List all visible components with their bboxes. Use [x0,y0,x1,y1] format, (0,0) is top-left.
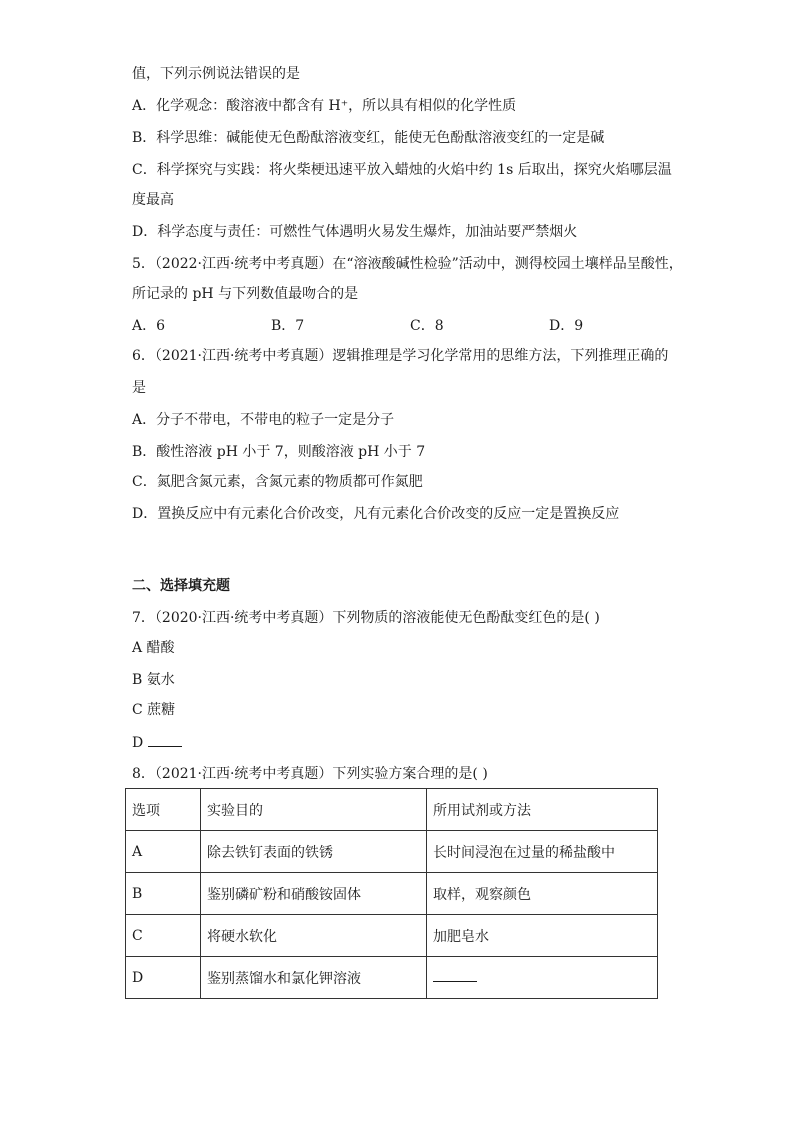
q5-option-a: A．6 [132,318,166,334]
q6-stem-cont: 是 [132,380,146,396]
q5-option-c: C．8 [410,318,444,334]
q8-stem: 8．（2021·江西·统考中考真题）下列实验方案合理的是( ) [132,766,488,782]
q6-stem: 6．（2021·江西·统考中考真题）逻辑推理是学习化学常用的思维方法，下列推理正确的 [132,348,669,364]
table-header-cell: 所用试剂或方法 [427,789,658,831]
q8-table [125,788,658,999]
table-cell: 长时间浸泡在过量的稀盐酸中 [427,831,658,873]
table-cell: B [126,873,201,915]
q6-option-d: D．置换反应中有元素化合价改变，凡有元素化合价改变的反应一定是置换反应 [132,506,620,522]
answer-blank [148,732,182,747]
q5-option-d: D．9 [549,318,584,334]
table-cell: 鉴别磷矿粉和硝酸铵固体 [201,873,427,915]
table-cell: 加肥皂水 [427,915,658,957]
q6-option-b: B．酸性溶液 pH 小于 7，则酸溶液 pH 小于 7 [132,444,426,460]
table-cell: D [126,957,201,999]
q4-option-b: B．科学思维：碱能使无色酚酞溶液变红，能使无色酚酞溶液变红的一定是碱 [132,130,605,146]
q7-option-c: C 蔗糖 [132,702,176,718]
table-cell: C [126,915,201,957]
q4-option-c: C．科学探究与实践：将火柴梗迅速平放入蜡烛的火焰中约 1s 后取出，探究火焰哪层温 [132,162,672,178]
table-row [126,831,658,873]
q7-option-d-label: D [132,735,144,751]
q5-option-b: B．7 [271,318,305,334]
q7-option-d [132,732,182,753]
q7-stem: 7．（2020·江西·统考中考真题）下列物质的溶液能使无色酚酞变红色的是( ) [132,610,600,626]
q4-continuation: 值，下列示例说法错误的是 [132,66,300,82]
q7-option-b: B 氨水 [132,672,175,688]
q5-stem: 5．（2022·江西·统考中考真题）在“溶液酸碱性检验”活动中，测得校园土壤样品呈酸性， [132,256,683,272]
table-row [126,957,658,999]
table-cell: 鉴别蒸馏水和氯化钾溶液 [201,957,427,999]
table-row [126,873,658,915]
q5-stem-cont: 所记录的 pH 与下列数值最吻合的是 [132,286,359,302]
table-row [126,915,658,957]
table-cell: A [126,831,201,873]
answer-blank [433,969,477,982]
q4-option-a: A．化学观念：酸溶液中都含有 H⁺，所以具有相似的化学性质 [132,98,517,114]
table-cell: 除去铁钉表面的铁锈 [201,831,427,873]
table-header-row [126,789,658,831]
table-cell-blank [427,957,658,999]
table-header-cell: 选项 [126,789,201,831]
table-cell: 将硬水软化 [201,915,427,957]
table-cell: 取样，观察颜色 [427,873,658,915]
q6-option-c: C．氮肥含氮元素，含氮元素的物质都可作氮肥 [132,474,423,490]
section-title: 二、选择填充题 [132,578,230,594]
q4-option-d: D．科学态度与责任：可燃性气体遇明火易发生爆炸，加油站要严禁烟火 [132,224,578,240]
q4-option-c-cont: 度最高 [132,192,174,208]
q6-option-a: A．分子不带电，不带电的粒子一定是分子 [132,412,395,428]
q7-option-a: A 醋酸 [132,640,175,656]
table-header-cell: 实验目的 [201,789,427,831]
